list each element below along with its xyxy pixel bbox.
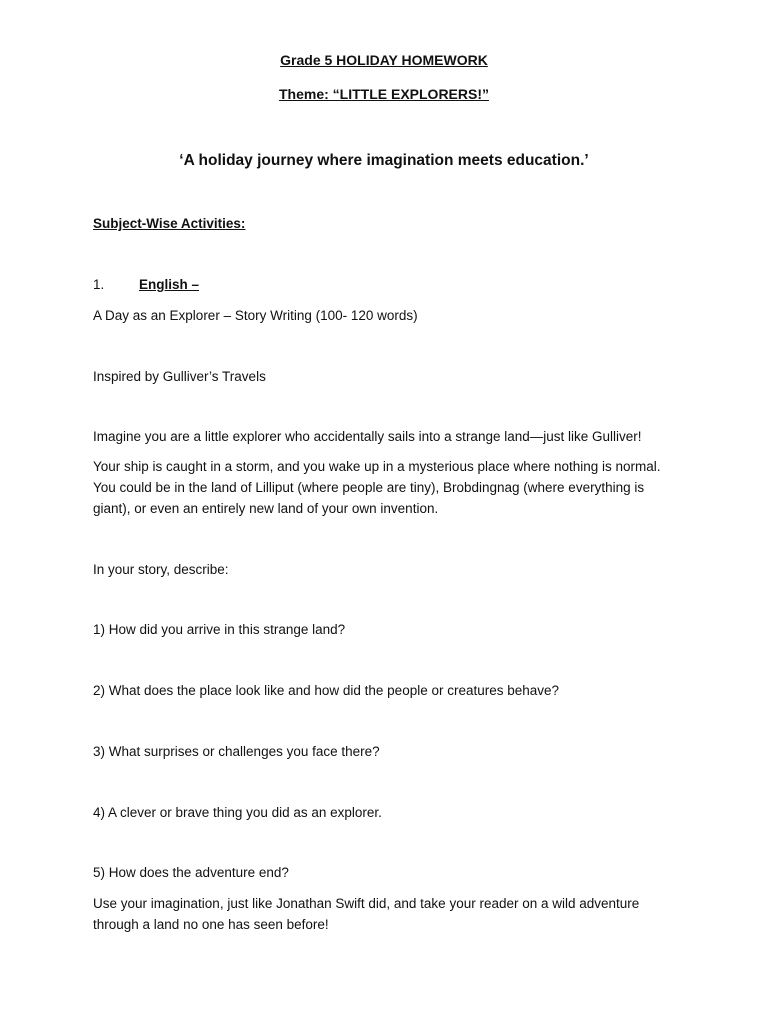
section-heading: Subject-Wise Activities: [93,216,246,231]
scenario-paragraph: Your ship is caught in a storm, and you wake up in a mysterious place where nothing is normal. You could be in the land of Lilliput (where people are tiny), Brobdingnag (where everything is giant), or even an entirely new land of your own invention. [93,459,661,516]
closing-paragraph: Use your imagination, just like Jonathan Swift did, and take your reader on a wild adventure through a land no one has seen before! [93,896,640,932]
describe-line: In your story, describe: [93,562,229,577]
question-item: 4) A clever or brave thing you did as an explorer. [93,805,382,820]
inspired-line: Inspired by Gulliver’s Travels [93,369,266,384]
intro-line: Imagine you are a little explorer who accidentally sails into a strange land—just like Gulliver! [93,429,642,444]
task-line: A Day as an Explorer – Story Writing (100- 120 words) [93,308,418,323]
document-title: Grade 5 HOLIDAY HOMEWORK [280,52,488,68]
theme-heading: Theme: “LITTLE EXPLORERS!” [278,86,489,102]
question-item: 1) How did you arrive in this strange land? [93,622,346,637]
question-item: 3) What surprises or challenges you face there? [93,744,380,759]
tagline: ‘A holiday journey where imagination meets education.’ [179,152,589,169]
item-number: 1. [93,277,105,292]
question-item: 5) How does the adventure end? [93,865,289,880]
english-item-heading [93,274,199,295]
question-item: 2) What does the place look like and how did the people or creatures behave? [93,683,560,698]
english-label: English – [139,277,200,292]
